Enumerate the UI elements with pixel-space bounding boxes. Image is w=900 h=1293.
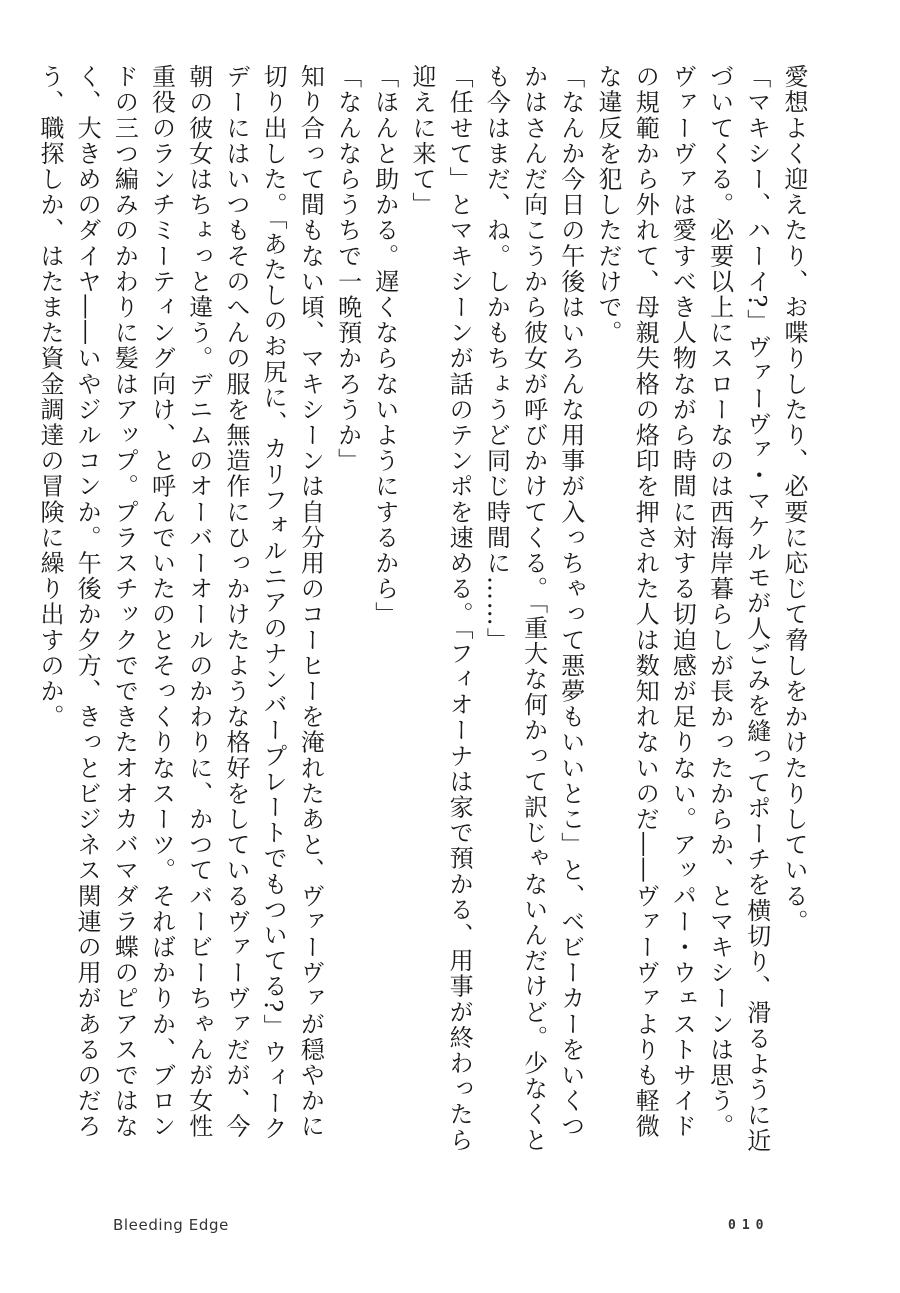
vertical-body-text [35,64,812,1154]
paragraph-6: 「なんならうちで一晩預かろうか」 [333,64,362,474]
paragraph-1: 愛想よく迎えたり、お喋りしたり、必要に応じて脅しをかけたりしている。 [780,64,808,935]
paragraph-3: 「なんか今日の午後はいろんな用事が入っちゃって悪夢もいいとこ」と、ベビーカーをいくつかはさんだ向こうから彼女が呼びかけてくる。「重大な何かって訳じゃないんだけど。少なくとも今はまだ、ね。しかもちょうど同じ時間に……」 [482,64,585,1153]
paragraph-5: 「ほんと助かる。遅くならないようにするから」 [370,64,399,628]
paragraph-4: 「任せて」とマキシーンが話のテンポを速める。「フィオーナは家で預かる、用事が終わったら迎えに来て」 [407,64,474,1153]
running-footer-title: Bleeding Edge [113,1216,229,1234]
paragraph-7: 知り合って間もない頃、マキシーンは自分用のコーヒーを淹れたあと、ヴァーヴァが穏やかに切り出した。「あたしのお尻に、カリフォルニアのナンバープレートでもついてる?」ウィークデーにはいつもそのへんの服を無造作にひっかけたような格好をしているヴァーヴァだが、今朝の彼女はちょっと違う。デニムのオーバーオールのかわりに、かつてバービーちゃんが女性重役のランチミーティング向け、と呼んでいたのとそっくりなスーツ。そればかりか、ブロンドの三つ編みのかわりに髪はアップ。プラスチックでできたオオカバマダラ蝶のピアスではなく、大きめのダイヤ――いやジルコンか。午後か夕方、きっとビジネス関連の用があるのだろう、職探しか、はたまた資金調達の冒険に繰り出すのか。 [35,64,325,1142]
paragraph-2: 「マキシー、ハーイ?」ヴァーヴァ・マケルモが人ごみを縫ってポーチを横切り、滑るように近づいてくる。必要以上にスローなのは西海岸暮らしが長かったからか、とマキシーンは思う。ヴァーヴァは愛すべき人物ながら時間に対する切迫感が足りない。アッパー・ウェストサイドの規範から外れて、母親失格の烙印を押された人は数知れないのだ――ヴァーヴァよりも軽微な違反を犯しただけで。 [593,64,771,1154]
page-number: 010 [728,1218,770,1233]
